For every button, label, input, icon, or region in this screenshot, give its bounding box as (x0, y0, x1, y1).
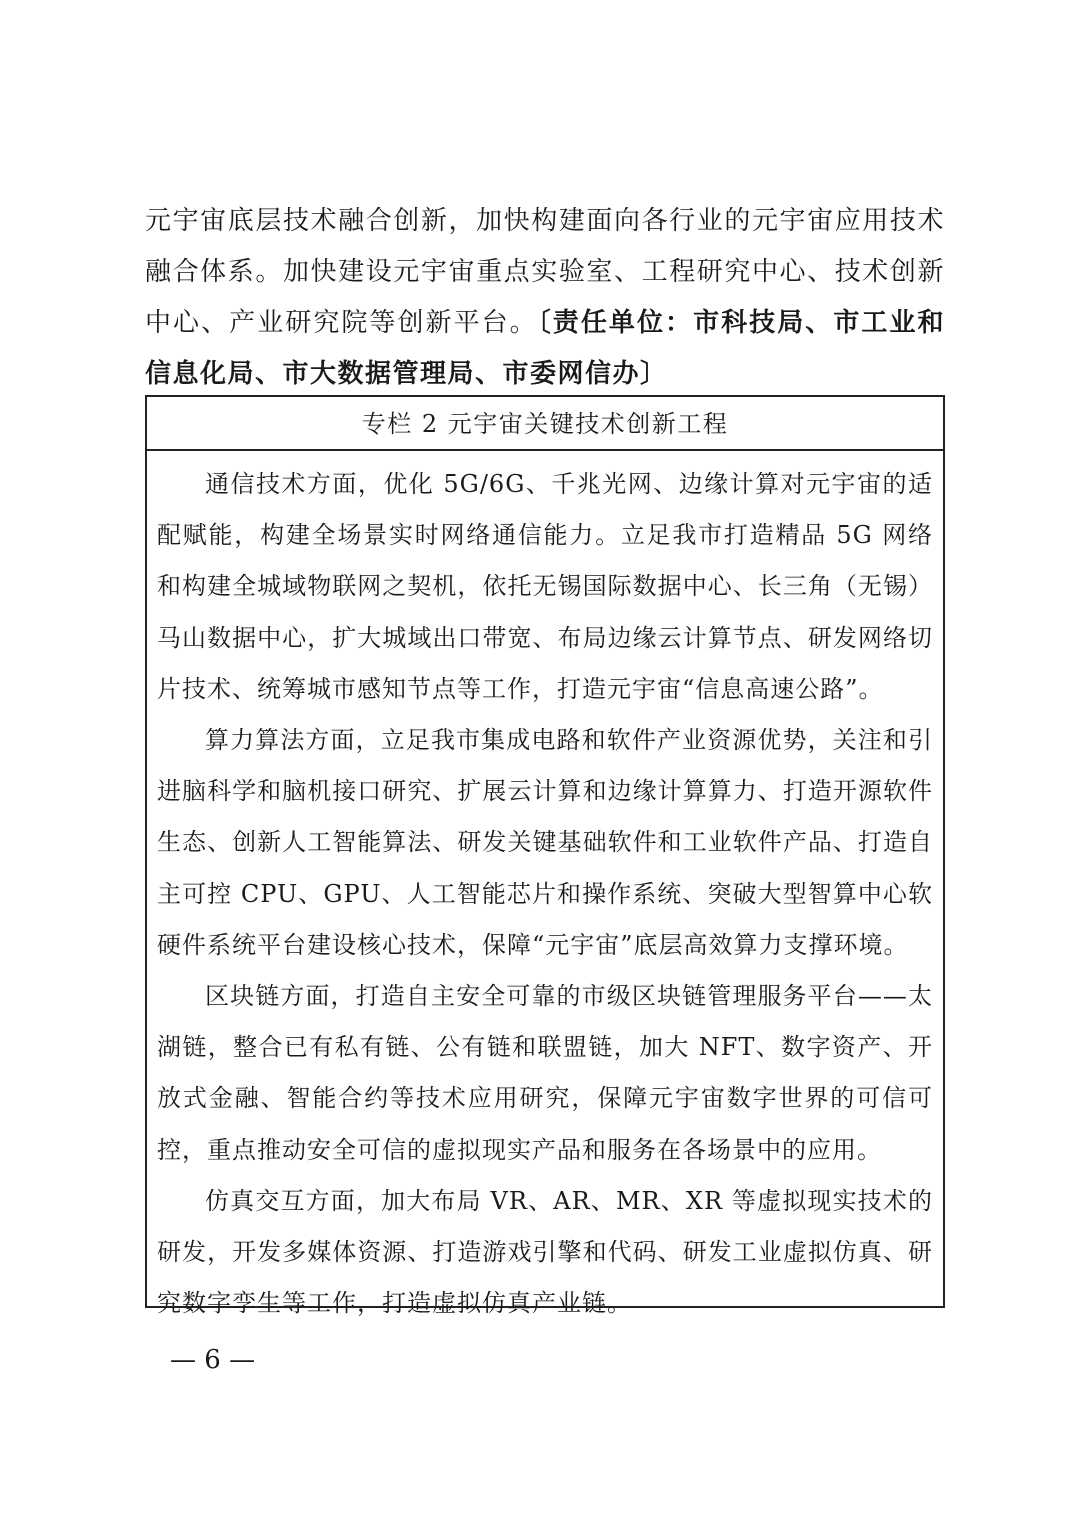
column-title: 专栏 2 元宇宙关键技术创新工程 (147, 397, 943, 451)
paragraph-simulation: 仿真交互方面，加大布局 VR、AR、MR、XR 等虚拟现实技术的研发，开发多媒体资源、打造游戏引擎和代码、研发工业虚拟仿真、研究数字孪生等工作，打造虚拟仿真产业链。 (157, 1186, 933, 1318)
intro-text: 元宇宙底层技术融合创新，加快构建面向各行业的元宇宙应用技术融合体系。加快建设元宇宙重点实验室、工程研究中心、技术创新中心、产业研究院等创新平台。 (145, 206, 945, 338)
paragraph-communication: 通信技术方面，优化 5G/6G、千兆光网、边缘计算对元宇宙的适配赋能，构建全场景实时网络通信能力。立足我市打造精品 5G 网络和构建全城域物联网之契机，依托无锡国际数据中心、长三角（无锡）马山数据中心，扩大城域出口带宽、布局边缘云计算节点、研发网络切片技术、统筹城市感知节点等工作，打造元宇宙“信息高速公路”。 (157, 470, 933, 703)
paragraph-blockchain: 区块链方面，打造自主安全可靠的市级区块链管理服务平台——太湖链，整合已有私有链、公有链和联盟链，加大 NFT、数字资产、开放式金融、智能合约等技术应用研究，保障元宇宙数字世界的可信可控，重点推动安全可信的虚拟现实产品和服务在各场景中的应用。 (157, 982, 933, 1164)
responsibility-units: 〔责任单位：市科技局、市工业和信息化局、市大数据管理局、市委网信办〕 (145, 308, 945, 389)
column-body (147, 451, 943, 1329)
feature-column-box (145, 395, 945, 1318)
intro-paragraph (145, 196, 945, 400)
page-number: — 6 — (170, 1345, 256, 1375)
paragraph-computing: 算力算法方面，立足我市集成电路和软件产业资源优势，关注和引进脑科学和脑机接口研究、扩展云计算和边缘计算算力、打造开源软件生态、创新人工智能算法、研发关键基础软件和工业软件产品、打造自主可控 CPU、GPU、人工智能芯片和操作系统、突破大型智算中心软硬件系统平台建设核心技术，保障“元宇宙”底层高效算力支撑环境。 (157, 726, 933, 959)
